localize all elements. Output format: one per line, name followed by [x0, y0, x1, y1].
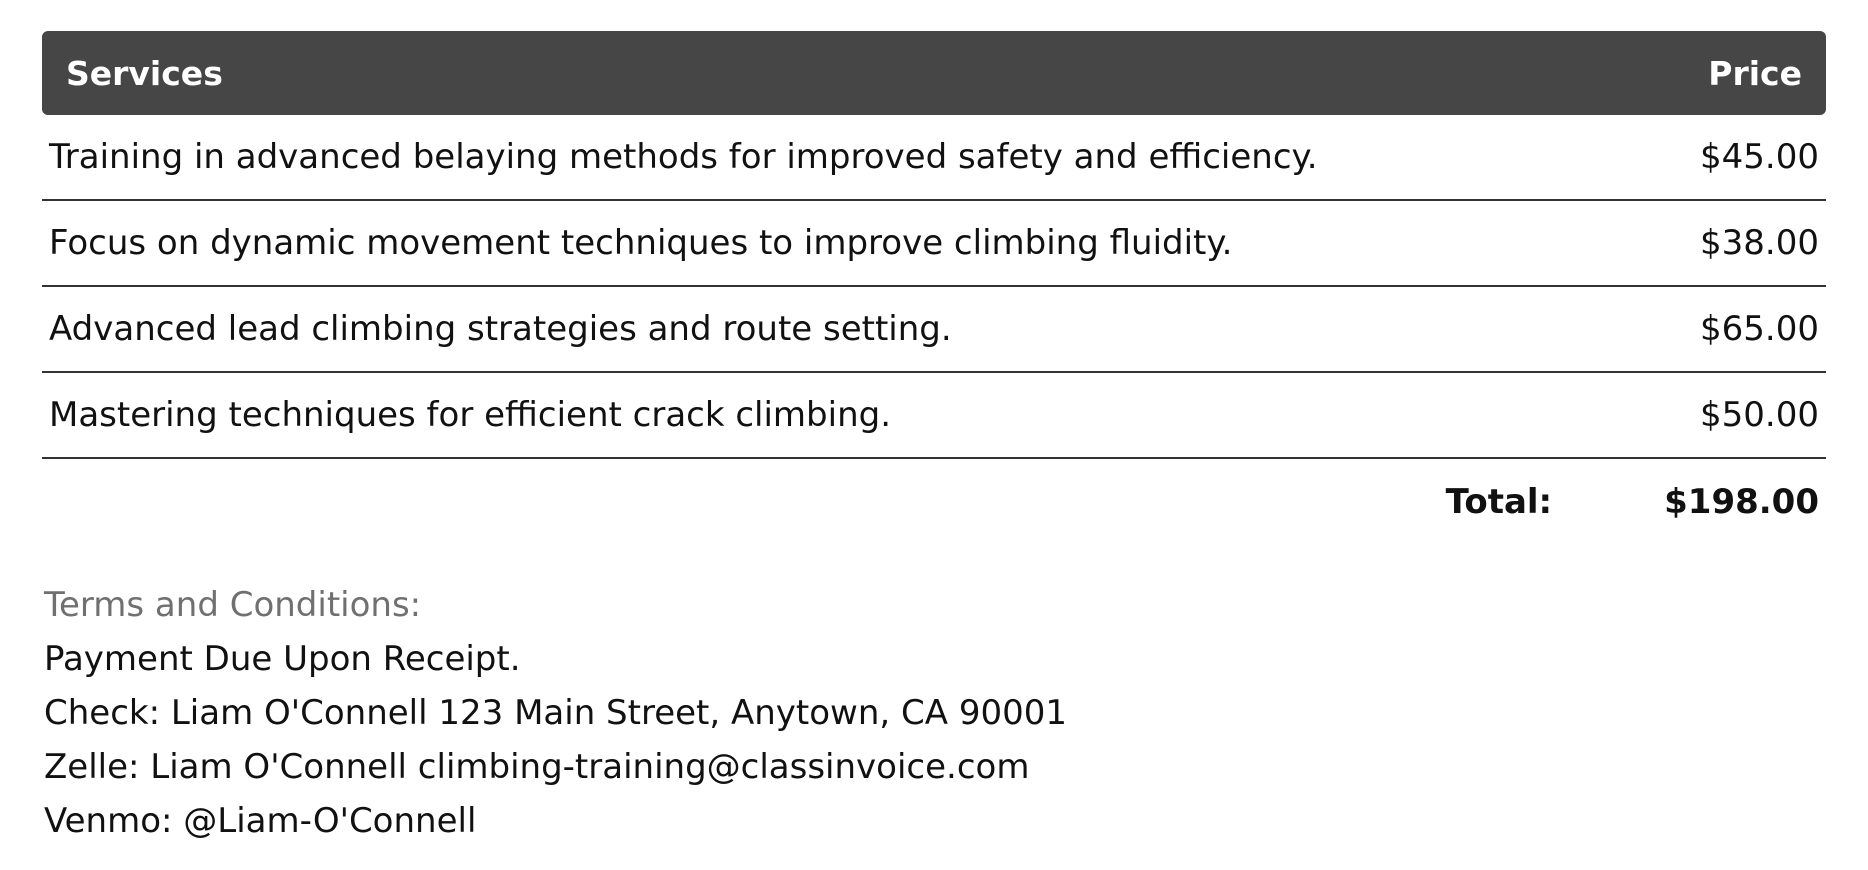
- table-row: [42, 373, 1826, 459]
- service-description: Advanced lead climbing strategies and route setting.: [49, 309, 952, 349]
- price-column-header: Price: [1708, 53, 1802, 93]
- table-header: [42, 31, 1826, 115]
- service-price: $50.00: [1700, 395, 1819, 435]
- service-description: Focus on dynamic movement techniques to improve climbing fluidity.: [49, 223, 1233, 263]
- service-description: Mastering techniques for efficient crack climbing.: [49, 395, 892, 435]
- terms-venmo: Venmo: @Liam-O'Connell: [44, 801, 477, 841]
- services-column-header: Services: [66, 53, 223, 93]
- table-row: [42, 201, 1826, 287]
- service-price: $45.00: [1700, 137, 1819, 177]
- total-label: Total:: [1445, 482, 1553, 522]
- terms-check: Check: Liam O'Connell 123 Main Street, Anytown, CA 90001: [44, 693, 1067, 733]
- total-row: [42, 459, 1826, 545]
- table-row: [42, 115, 1826, 201]
- terms-payment-due: Payment Due Upon Receipt.: [44, 639, 521, 679]
- services-table: [42, 31, 1826, 545]
- service-description: Training in advanced belaying methods for improved safety and efficiency.: [49, 137, 1318, 177]
- terms-section: [44, 578, 1067, 848]
- service-price: $65.00: [1700, 309, 1819, 349]
- total-value: $198.00: [1664, 482, 1819, 522]
- service-price: $38.00: [1700, 223, 1819, 263]
- terms-title: Terms and Conditions:: [44, 585, 422, 625]
- terms-zelle: Zelle: Liam O'Connell climbing-training@classinvoice.com: [44, 747, 1030, 787]
- table-row: [42, 287, 1826, 373]
